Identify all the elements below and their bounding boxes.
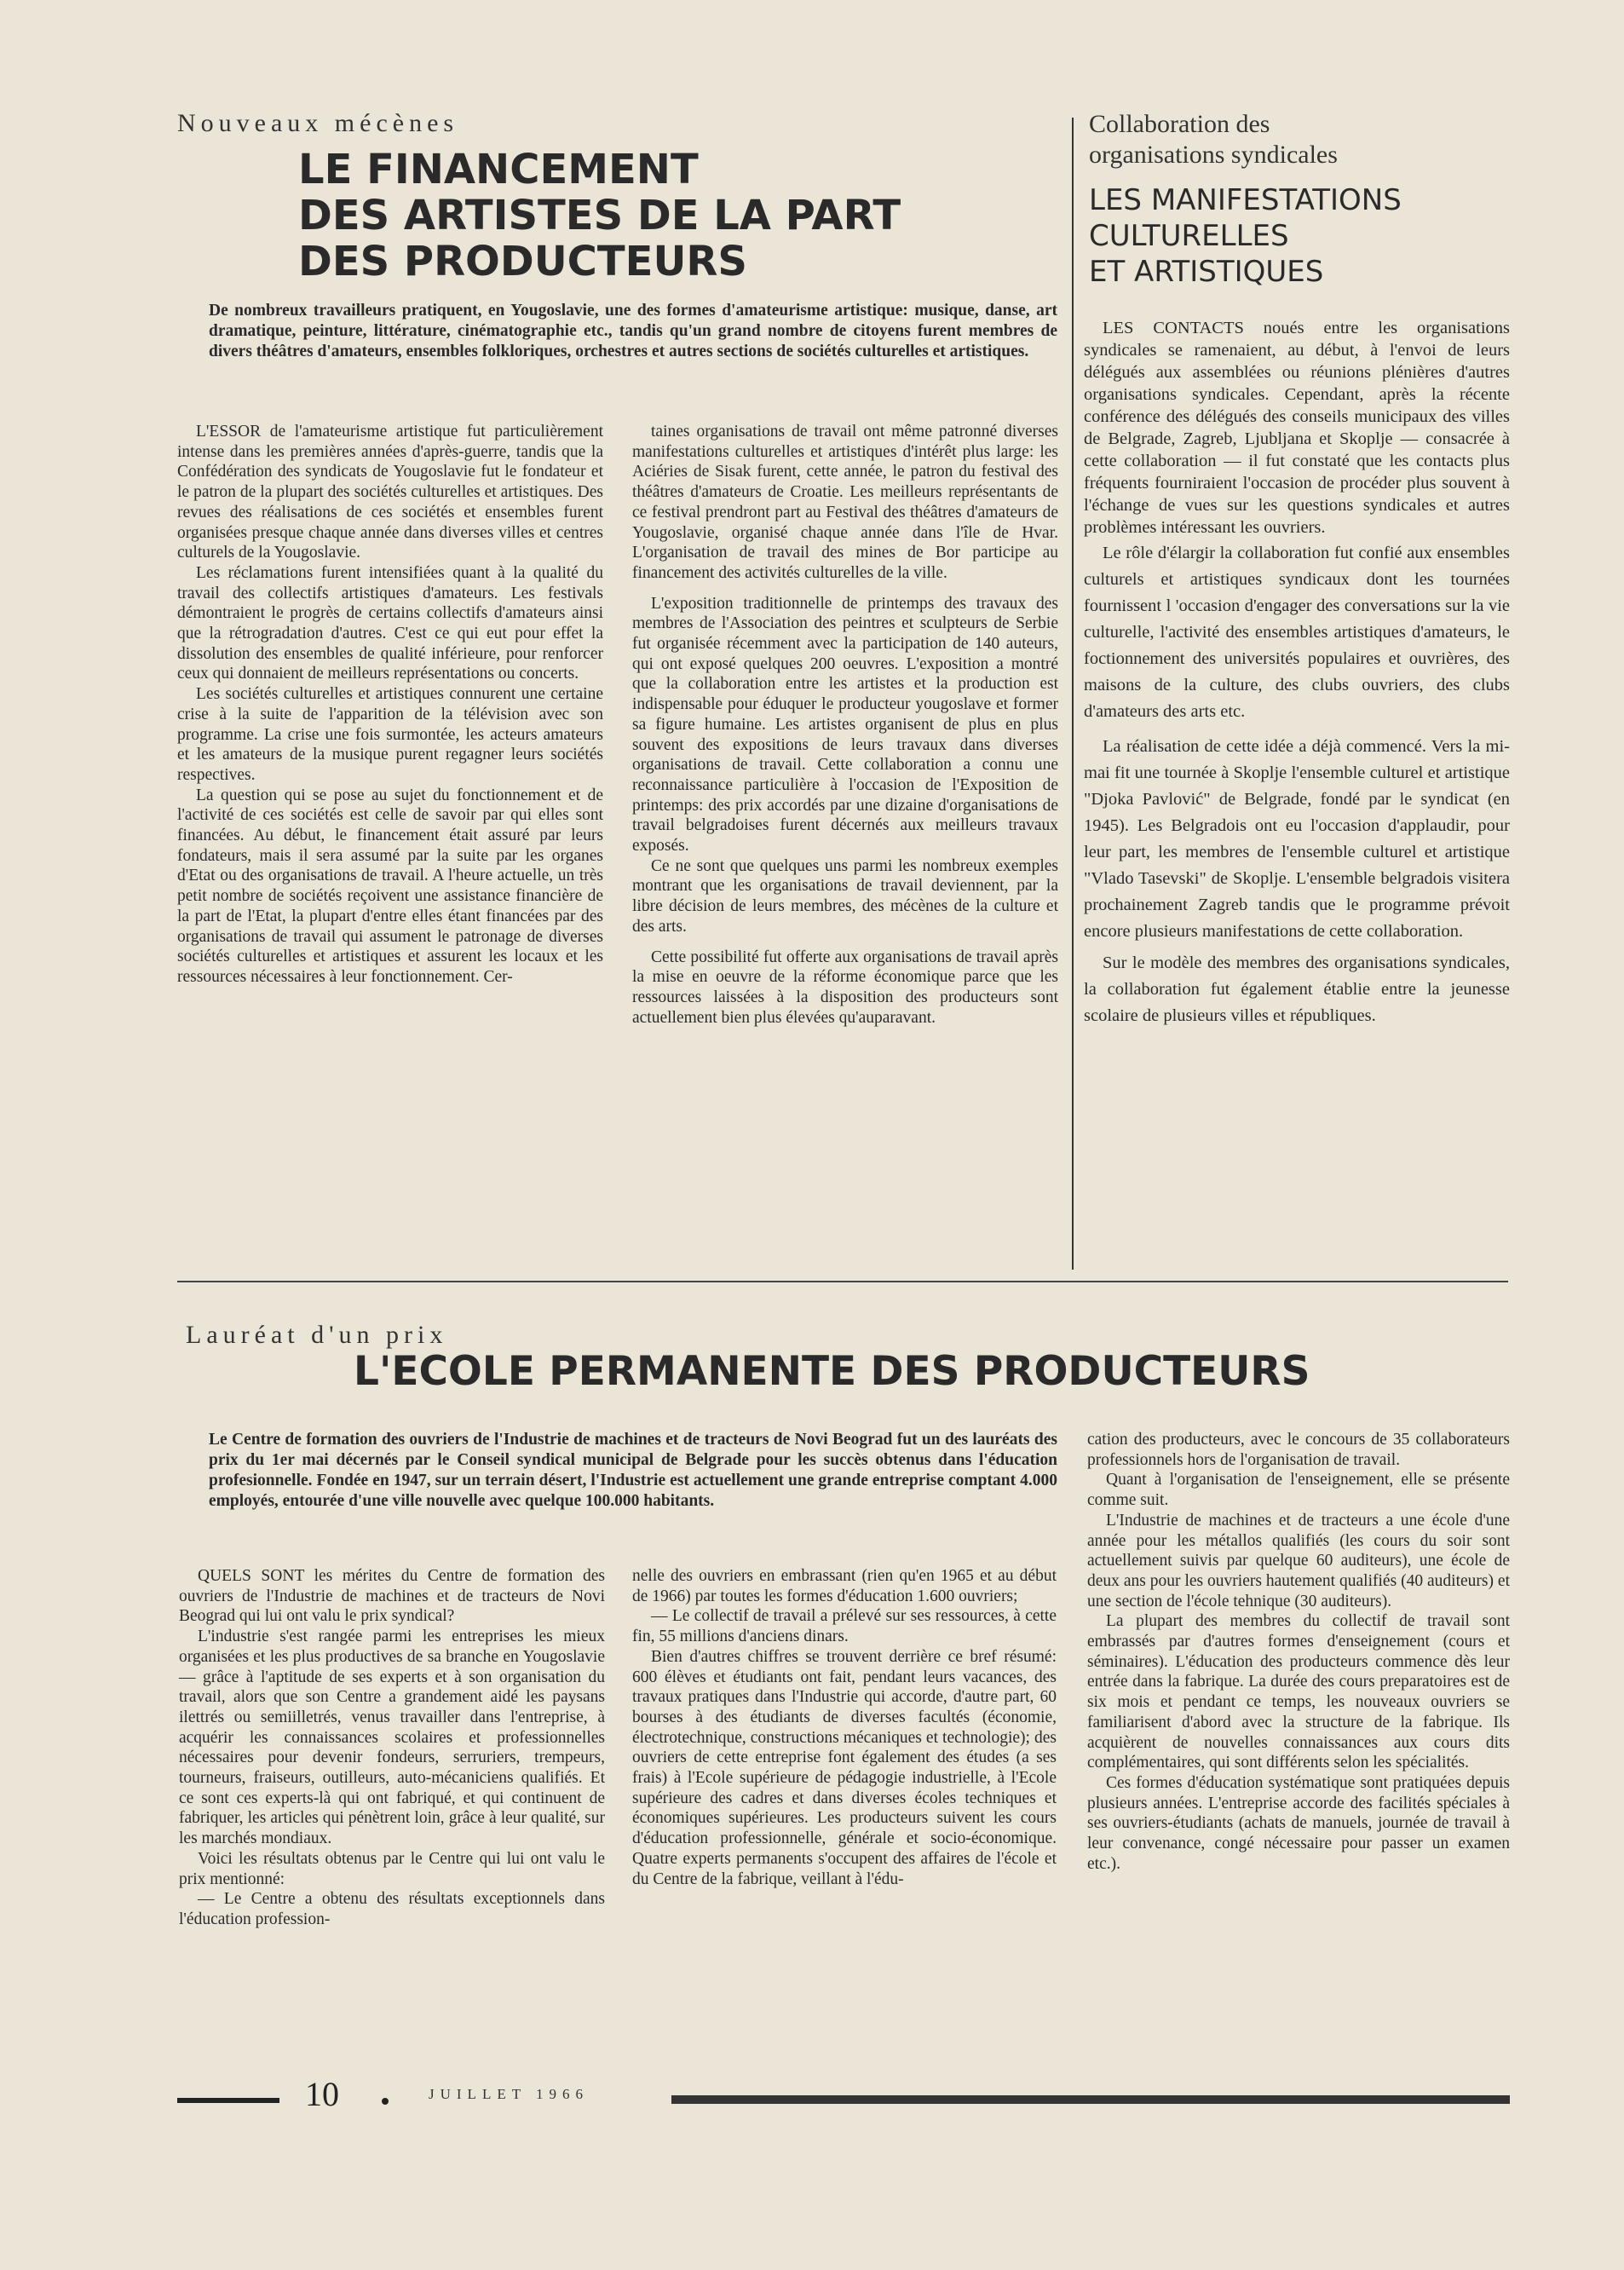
article1-column1 bbox=[177, 422, 603, 988]
article1-headline-line3: DES PRODUCTEURS bbox=[298, 238, 747, 285]
article3-col2-paragraph: — Le collectif de travail a prélevé sur ses ressources, à cette fin, 55 millions d'anciens dinars. bbox=[632, 1607, 1057, 1646]
article1-col1-paragraph: La question qui se pose au sujet du fonctionnement et de l'activité de ces sociétés est celle de savoir par qui elles sont financées. Au début, le financement était assuré par leurs fondateurs, mais il sera assumé par la suite par les organes d'Etat ou des organisations de travail. A l'heure actuelle, un très petit nombre de sociétés reçoivent une assistance financière de la part de l'Etat, la plupart d'entre elles étant financées par des organisations de travail qui assument le patronage de diverses sociétés culturelles et artistiques et assurent les locaux et les ressources nécessaires à leur fonctionnement. Cer- bbox=[177, 786, 603, 986]
issue-date: JUILLET 1966 bbox=[429, 2086, 590, 2102]
article3-kicker: Lauréat d'un prix bbox=[186, 1321, 448, 1349]
article1-col2-paragraph: Ce ne sont que quelques uns parmi les nombreux exemples montrant que les organisations de travail deviennent, par la libre décision de leurs membres, des mécènes de la culture et des arts. bbox=[632, 856, 1058, 936]
article2-headline-line1: LES MANIFESTATIONS bbox=[1089, 183, 1402, 217]
article1-col2-paragraph: Cette possibilité fut offerte aux organisations de travail après la mise en oeuvre de la réforme économique parce que les ressources laissées à la disposition des producteurs sont actuellement bien plus élevées qu'auparavant. bbox=[632, 948, 1058, 1027]
article3-column2 bbox=[632, 1566, 1057, 1889]
article1-col1-paragraph: L'ESSOR de l'amateurisme artistique fut particulièrement intense dans les premières années d'après-guerre, tandis que la Confédération des syndicats de Yougoslavie fut le fondateur et le patron de la plupart des sociétés culturelles et artistiques. Des revues des réalisations de ces sociétés et ensembles furent organisées presque chaque année dans diverses villes et centres culturels de la Yougoslavie. bbox=[177, 423, 603, 562]
article3-col3-paragraph: L'Industrie de machines et de tracteurs a une école d'une année pour les métallos qualifiés (les cours du soir sont actuellement suivis par quelque 60 auditeurs), une école de deux ans pour les ouvriers hautement qualifiés (40 auditeurs) et une section de l'école tehnique (30 auditeurs). bbox=[1087, 1511, 1510, 1610]
column-divider bbox=[1072, 118, 1074, 1270]
footer-bullet bbox=[382, 2098, 389, 2105]
article2-headline bbox=[1089, 182, 1402, 290]
article2-paragraph: LES CONTACTS noués entre les organisations syndicales se ramenaient, au début, à l'envoi de leurs délégués aux assemblées ou réunions plénières d'autres organisations syndicales. Cependant, après la récente conférence des délégués des conseils municipaux des villes de Belgrade, Zagreb, Ljubljana et Skoplje — consacrée à cette collaboration — il fut constaté que les contacts plus fréquents fourniraient l'occasion de procéder plus souvent à l'échange de vues sur les questions syndicales et autres problèmes intéressant les ouvriers. bbox=[1084, 319, 1510, 537]
article3-headline: L'ECOLE PERMANENTE DES PRODUCTEURS bbox=[354, 1348, 1310, 1395]
article1-kicker: Nouveaux mécènes bbox=[177, 109, 459, 137]
article3-col1-paragraph: Voici les résultats obtenus par le Centre qui lui ont valu le prix mentionné: bbox=[179, 1849, 605, 1888]
article3-col3-paragraph: Ces formes d'éducation systématique sont pratiquées depuis plusieurs années. L'entreprise accorde des facilités spéciales à ses ouvriers-étudiants (achats de manuels, journée de travail à leur convenance, congé nécessaire pour passer un examen etc.). bbox=[1087, 1773, 1510, 1873]
article3-lead: Le Centre de formation des ouvriers de l'Industrie de machines et de tracteurs de Novi Beograd fut un des lauréats des prix du 1er mai décernés par le Conseil syndical municipal de Belgrade pour les succès obtenus dans l'éducation profesionnelle. Fondée en 1947, sur un terrain désert, l'Industrie est actuellement une grande entreprise comptant 4.000 employés, entourée d'une ville nouvelle avec quelque 100.000 habitants. bbox=[209, 1431, 1057, 1510]
footer-rule-left bbox=[177, 2098, 279, 2103]
article1-col2-paragraph: taines organisations de travail ont même patronné diverses manifestations culturelles et artistiques d'intérêt plus large: les Aciéries de Sisak furent, cette année, le patron du festival des théâtres d'amateurs de Croatie. Les meilleurs représentants de ce festival prendront part au Festival des théâtres d'amateurs de Yougoslavie, organisé chaque année dans l'île de Hvar. L'organisation de travail des mines de Bor participe au financement des activités culturelles de la ville. bbox=[632, 423, 1058, 582]
article3-col1-paragraph: QUELS SONT les mérites du Centre de formation des ouvriers de l'Industrie de machines et de tracteurs de Novi Beograd qui lui ont valu le prix syndical? bbox=[179, 1567, 605, 1626]
article3-col2-paragraph: Bien d'autres chiffres se trouvent derrière ce bref résumé: 600 élèves et étudiants ont fait, pendant leurs vacances, des travaux pratiques dans l'Industrie qui accorde, d'autre part, 60 bourses à des étudiants de diverses facultés (économie, électrotechnique, constructions mécaniques et technologie); des ouvriers de cette entreprise font également des études (a ses frais) à l'Ecole supérieure de pédagogie industrielle, à l'Ecole supérieure des cadres et dans diverses écoles techniques et économiques supérieures. Les producteurs suivent les cours d'éducation professionnelle, générale et socio-économique. Quatre experts permanents s'occupent des affaires de l'école et du Centre de la fabrique, veillant à l'édu- bbox=[632, 1647, 1057, 1888]
article1-lead: De nombreux travailleurs pratiquent, en Yougoslavie, une des formes d'amateurisme artistique: musique, danse, art dramatique, peinture, littérature, cinématographie etc., tandis qu'un grand nombre de citoyens furent membres de divers théâtres d'amateurs, ensembles folkloriques, orchestres et autres sections de sociétés culturelles et artistiques. bbox=[209, 302, 1057, 360]
article3-col2-paragraph: nelle des ouvriers en embrassant (rien qu'en 1965 et au début de 1966) par toutes les formes d'éducation 1.600 ouvriers; bbox=[632, 1567, 1057, 1605]
article1-col2-paragraph: L'exposition traditionnelle de printemps des travaux des membres de l'Association des peintres et sculpteurs de Serbie fut organisée récemment avec la participation de 140 auteurs, qui ont exposé quelques 200 oeuvres. L'exposition a montré que la collaboration entre les artistes et la production est indispensable pour éduquer le producteur yougoslave et former sa figure humaine. Les artistes organisent de plus en plus souvent des expositions de leurs travaux dans diverses organisations de travail. Cette collaboration a connu une reconnaissance particulière à l'occasion de l'Exposition de printemps: des prix accordés par une dizaine d'organisations de travail belgradoises furent décernés aux meilleurs travaux exposés. bbox=[632, 594, 1058, 856]
article3-col3-paragraph: cation des producteurs, avec le concours de 35 collaborateurs professionnels hors de l'organisation de travail. bbox=[1087, 1431, 1510, 1469]
article1-headline-line1: LE FINANCEMENT bbox=[298, 146, 699, 193]
article3-col3-paragraph: Quant à l'organisation de l'enseignement, elle se présente comme suit. bbox=[1087, 1471, 1510, 1510]
article1-column2 bbox=[632, 422, 1058, 1028]
article3-column1 bbox=[179, 1566, 605, 1930]
article2-paragraph: Sur le modèle des membres des organisations syndicales, la collaboration fut également établie entre la jeunesse scolaire de plusieurs villes et républiques. bbox=[1084, 954, 1510, 1025]
article3-col1-paragraph: L'industrie s'est rangée parmi les entreprises les mieux organisées et les plus productives de sa branche en Yougoslavie — grâce à l'aptitude de ses experts et à son organisation du travail, alors que son Centre a grandement aidé les paysans ilettrés ou semiilletrés, venus travailler dans l'entreprise, à acquérir les connaissances scolaires et professionnelles nécessaires pour devenir fondeurs, serruriers, trempeurs, tourneurs, fraiseurs, outilleurs, auto-mécaniciens qualifiés. Et ce sont ces experts-là qui ont fabriqué, et qui continuent de fabriquer, les articles qui pénètrent loin, grâce à leur qualité, sur les marchés mondiaux. bbox=[179, 1628, 605, 1848]
page-number: 10 bbox=[305, 2075, 339, 2113]
article1-col1-paragraph: Les sociétés culturelles et artistiques connurent une certaine crise à la suite de l'apparition de la télévision avec son programme. La crise une fois surmontée, les acteurs amateurs et les amateurs de la musique purent regagner leurs sociétés respectives. bbox=[177, 685, 603, 784]
footer-rule-right bbox=[671, 2095, 1510, 2104]
article2-kicker bbox=[1089, 109, 1338, 170]
article2-kicker-line1: Collaboration des bbox=[1089, 110, 1270, 138]
article2-kicker-line2: organisations syndicales bbox=[1089, 141, 1338, 169]
article2-body bbox=[1084, 317, 1510, 1029]
article2-paragraph: La réalisation de cette idée a déjà commencé. Vers la mi-mai fit une tournée à Skoplje l'ensemble culturel et artistique "Djoka Pavlović" de Belgrade, fondé par le syndicat (en 1945). Les Belgradois ont eu l'occasion d'applaudir, pour leur part, les membres de l'ensemble culturel et artistique "Vlado Tasevski" de Skoplje. L'ensemble belgradois visitera prochainement Zagreb tandis que le programme prévoit encore plusieurs manifestations de cette collaboration. bbox=[1084, 737, 1510, 941]
article2-headline-line2: CULTURELLES bbox=[1089, 219, 1289, 253]
article2-headline-line3: ET ARTISTIQUES bbox=[1089, 255, 1324, 289]
article2-paragraph: Le rôle d'élargir la collaboration fut confié aux ensembles culturels et artistiques syndicaux dont les tournées fournissent l 'occasion d'engager des conversations sur la vie culturelle, l'activité des ensembles artistiques d'amateurs, le foctionnement des universités populaires et ouvrières, des maisons de la culture, des clubs ouvriers, des clubs d'amateurs des arts etc. bbox=[1084, 544, 1510, 721]
article3-col3-paragraph: La plupart des membres du collectif de travail sont embrassés par d'autres formes d'enseignement (cours et séminaires). L'éducation des producteurs commence dès leur entrée dans la fabrique. La durée des cours preparatoires est de six mois et pendant ce temps, les nouveaux ouvriers se familiarisent d'abord avec la structure de la fabrique. Ils acquièrent de nouvelles connaissances aux cours dits complémentaires, qui sont différents selon les spécialités. bbox=[1087, 1612, 1510, 1772]
article3-col1-paragraph: — Le Centre a obtenu des résultats exceptionnels dans l'éducation profession- bbox=[179, 1890, 605, 1928]
article1-col1-paragraph: Les réclamations furent intensifiées quant à la qualité du travail des collectifs artistiques d'amateurs. Les festivals démontraient le progrès de certains collectifs d'amateurs ainsi que la rétrogradation d'autres. C'est ce qui eut pour effet la dissolution des ensembles de qualité inférieure, pour renforcer ceux qui donnaient de meilleurs représentations ou concerts. bbox=[177, 563, 603, 683]
section-divider bbox=[177, 1281, 1508, 1282]
article1-headline bbox=[298, 147, 901, 285]
article3-column3 bbox=[1087, 1430, 1510, 1874]
article1-headline-line2: DES ARTISTES DE LA PART bbox=[298, 192, 901, 239]
